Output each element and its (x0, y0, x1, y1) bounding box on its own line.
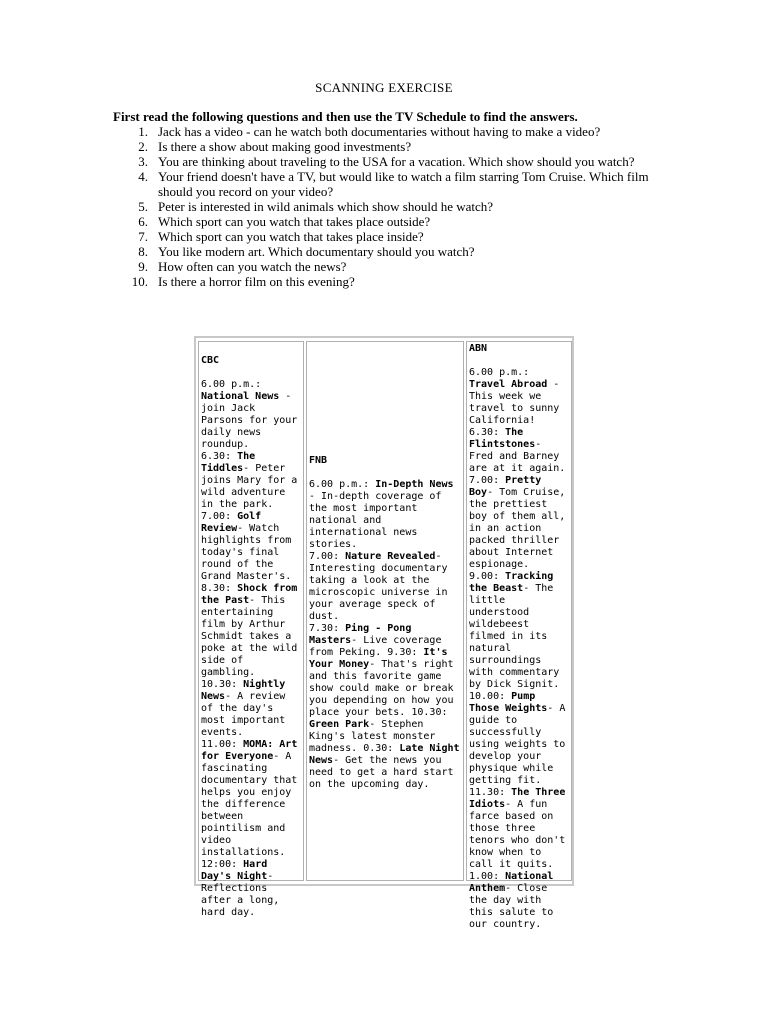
entry-desc: - Stephen King's latest monster madness. (309, 719, 436, 754)
entry-show: Tracking the Beast (469, 571, 554, 594)
entry-desc: - Get the news you need to get a hard start on the upcoming day. (309, 755, 454, 790)
question-number: 8. (138, 244, 148, 259)
entry-desc: - Tom Cruise, the prettiest boy of them all, in an action packed thriller about Internet espionage. (469, 487, 566, 570)
entry-show: Green Park (309, 719, 370, 730)
schedule-entry (469, 571, 569, 691)
entry-show: Nightly News (201, 679, 286, 702)
entry-show: Hard Day's Night (201, 859, 268, 882)
question-number: 2. (138, 139, 148, 154)
schedule-entry (201, 511, 301, 583)
entry-show: National Anthem (469, 871, 554, 894)
entry-time: 6.30: (201, 451, 238, 462)
question-item (118, 124, 658, 139)
question-list (118, 124, 658, 289)
entry-show: Pump Those Weights (469, 691, 548, 714)
entry-time: 10.30: (201, 679, 244, 690)
entry-show: Ping - Pong Masters (309, 623, 412, 646)
entry-show: Shock from the Past (201, 583, 298, 606)
entry-desc: - A review of the day's most important events. (201, 691, 286, 738)
channel-column-fnb (306, 341, 464, 881)
entry-show: Nature Revealed (345, 551, 436, 562)
channel-column-abn (466, 341, 572, 930)
question-text: Your friend doesn't have a TV, but would like to watch a film starring Tom Cruise. Which film should you record on your video? (158, 169, 649, 199)
entry-show: Late Night News (309, 743, 460, 766)
entry-show: Pretty Boy (469, 475, 542, 498)
entry-show: The Flintstones (469, 427, 536, 450)
channel-column-cbc (198, 341, 304, 918)
question-text: Is there a horror film on this evening? (158, 274, 355, 289)
page-title: SCANNING EXERCISE (315, 80, 453, 95)
entry-time: 10.30: (411, 707, 448, 718)
channel-name: ABN (469, 343, 488, 354)
question-number: 9. (138, 259, 148, 274)
entry-desc: - The little understood wildebeest filmed in its natural surroundings with commentary by Dick Signit. (469, 583, 560, 690)
tv-schedule-table (194, 336, 574, 930)
entry-time: 7.00: (309, 551, 346, 562)
entry-desc: - A guide to successfully using weights to develop your physique while getting fit. (469, 703, 566, 786)
question-number: 1. (138, 124, 148, 139)
entry-time: 6.30: (469, 427, 506, 438)
entry-show: MOMA: Art for Everyone (201, 739, 298, 762)
schedule-entry (201, 739, 301, 859)
question-text: Is there a show about making good investments? (158, 139, 412, 154)
entry-time: 6.00 p.m.: (469, 367, 530, 378)
schedule-entry (469, 427, 569, 475)
entry-time: 9.30: (387, 647, 424, 658)
question-text: Jack has a video - can he watch both documentaries without having to make a video? (158, 124, 601, 139)
channel-name: FNB (309, 455, 328, 466)
entry-desc: - A fascinating documentary that helps you enjoy the difference between pointilism and video installations. (201, 751, 298, 858)
entry-desc: - Fred and Barney are at it again. (469, 439, 566, 474)
question-text: You are thinking about traveling to the USA for a vacation. Which show should you watch? (158, 154, 635, 169)
entry-show: It's Your Money (309, 647, 448, 670)
question-item (118, 259, 658, 274)
schedule-entry (309, 551, 461, 623)
entry-show: In-Depth News (375, 479, 454, 490)
entry-time: 7.00: (469, 475, 506, 486)
channel-name: CBC (201, 355, 220, 366)
question-text: Which sport can you watch that takes place inside? (158, 229, 424, 244)
entry-desc: - Peter joins Mary for a wild adventure in the park. (201, 463, 298, 510)
entry-desc: - Close the day with this salute to our country. (469, 883, 554, 930)
schedule-entry (201, 679, 301, 739)
instructions: First read the following questions and then use the TV Schedule to find the answers. (113, 109, 578, 124)
question-number: 4. (138, 169, 148, 184)
question-item (118, 214, 658, 229)
schedule-entry (469, 475, 569, 571)
schedule-entry (469, 871, 569, 931)
entry-time: 11.00: (201, 739, 244, 750)
entry-show: National News (201, 391, 280, 402)
entry-desc: - In-depth coverage of the most important national and international news stories. (309, 491, 442, 550)
entry-desc: - This week we travel to sunny California! (469, 379, 560, 426)
entry-time: 7.00: (201, 511, 238, 522)
question-item (118, 244, 658, 259)
question-item (118, 154, 658, 169)
schedule-entry (309, 479, 461, 551)
question-item (118, 169, 658, 199)
question-number: 5. (138, 199, 148, 214)
entry-show: Travel Abroad (469, 379, 548, 390)
question-text: How often can you watch the news? (158, 259, 347, 274)
entry-time: 9.00: (469, 571, 506, 582)
entry-time: 10.00: (469, 691, 512, 702)
schedule-entry (469, 691, 569, 787)
entry-desc: - This entertaining film by Arthur Schmidt takes a poke at the wild side of gambling. (201, 595, 298, 678)
entry-desc: - join Jack Parsons for your daily news roundup. (201, 391, 298, 450)
question-item (118, 139, 658, 154)
question-item (118, 229, 658, 244)
entry-time: 11.30: (469, 787, 512, 798)
entry-show: The Three Idiots (469, 787, 566, 810)
schedule-entry (201, 583, 301, 679)
entry-time: 8.30: (201, 583, 238, 594)
question-number: 7. (138, 229, 148, 244)
question-item (118, 274, 658, 289)
schedule-entry (201, 379, 301, 451)
question-text: Which sport can you watch that takes place outside? (158, 214, 431, 229)
question-item (118, 199, 658, 214)
entry-show: The Tiddles (201, 451, 256, 474)
schedule-entry (201, 451, 301, 511)
schedule-entry (469, 787, 569, 871)
entry-time: 12:00: (201, 859, 244, 870)
entry-time: 6.00 p.m.: (309, 479, 376, 490)
entry-time: 6.00 p.m.: (201, 379, 262, 390)
entry-show: Golf Review (201, 511, 262, 534)
question-number: 6. (138, 214, 148, 229)
entry-desc: - Interesting documentary taking a look at the microscopic universe in your average speck of dust. (309, 551, 448, 622)
schedule-entry (201, 859, 301, 919)
question-number: 3. (138, 154, 148, 169)
entry-desc: - Watch highlights from today's final round of the Grand Master's. (201, 523, 292, 582)
entry-desc: - Live coverage from Peking. (309, 635, 442, 658)
entry-time: 7.30: (309, 623, 346, 634)
entry-time: 1.00: (469, 871, 506, 882)
question-number: 10. (131, 274, 148, 289)
entry-desc: - That's right and this favorite game show could make or break you depending on how you place your bets. (309, 659, 454, 718)
schedule-entry (469, 367, 569, 427)
entry-desc: - A fun farce based on those three tenors who don't know when to call it quits. (469, 799, 566, 870)
question-text: Peter is interested in wild animals which show should he watch? (158, 199, 494, 214)
entry-time: 0.30: (363, 743, 400, 754)
entry-desc: - Reflections after a long, hard day. (201, 871, 280, 918)
question-text: You like modern art. Which documentary should you watch? (158, 244, 475, 259)
